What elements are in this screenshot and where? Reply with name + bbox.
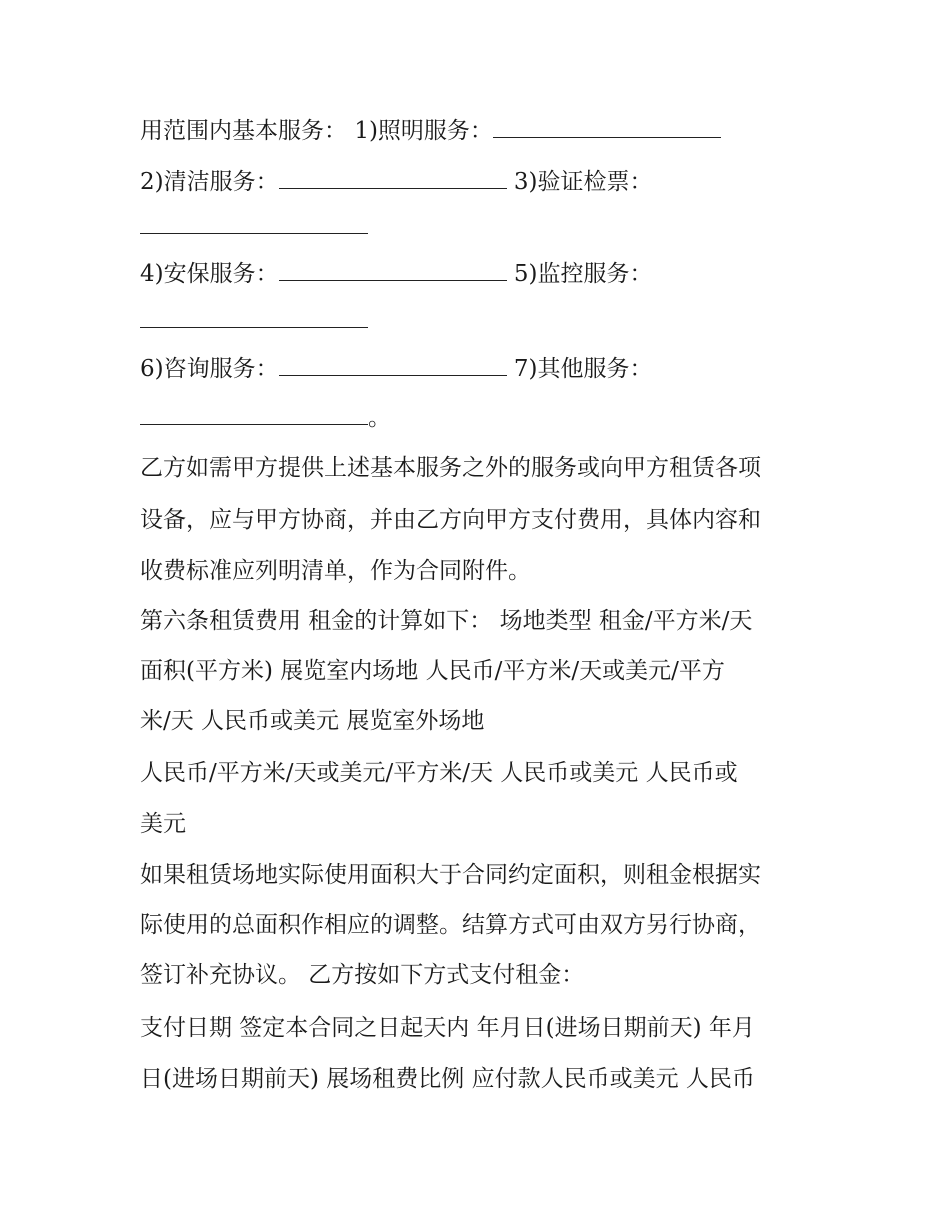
paragraph-1-line-3: 收费标准应列明清单，作为合同附件。 bbox=[140, 558, 531, 584]
services-line-3 bbox=[140, 212, 368, 242]
paragraph-4-line-1: 如果租赁场地实际使用面积大于合同约定面积，则租金根据实 bbox=[140, 862, 761, 888]
service-security-label: 4)安保服务： bbox=[140, 261, 279, 287]
paragraph-1-line-1: 乙方如需甲方提供上述基本服务之外的服务或向甲方租赁各项 bbox=[140, 455, 761, 481]
services-line-4 bbox=[140, 259, 653, 289]
paragraph-4-line-2: 际使用的总面积作相应的调整。结算方式可由双方另行协商， bbox=[140, 912, 761, 938]
services-intro: 用范围内基本服务： bbox=[140, 118, 347, 144]
service-security-blank bbox=[279, 260, 507, 281]
service-monitor-label: 5)监控服务： bbox=[513, 261, 653, 287]
service-lighting-blank bbox=[493, 117, 721, 138]
service-cleaning-label: 2)清洁服务： bbox=[140, 169, 279, 195]
services-end-mark: 。 bbox=[368, 405, 391, 431]
paragraph-1-line-2: 设备，应与甲方协商，并由乙方向甲方支付费用，具体内容和 bbox=[140, 507, 761, 533]
paragraph-4-line-3: 签订补充协议。 乙方按如下方式支付租金： bbox=[140, 962, 585, 988]
service-ticket-blank bbox=[140, 213, 368, 234]
service-consult-blank bbox=[279, 355, 507, 376]
paragraph-2-line-2: 面积(平方米) 展览室内场地 人民币/平方米/天或美元/平方 bbox=[140, 658, 725, 684]
services-line-1 bbox=[140, 116, 721, 146]
paragraph-2-line-1: 第六条租赁费用 租金的计算如下： 场地类型 租金/平方米/天 bbox=[140, 608, 753, 634]
services-line-5 bbox=[140, 306, 368, 336]
services-line-2 bbox=[140, 167, 653, 197]
service-monitor-blank bbox=[140, 307, 368, 328]
service-ticket-label: 3)验证检票： bbox=[513, 169, 653, 195]
paragraph-3-line-1: 人民币/平方米/天或美元/平方米/天 人民币或美元 人民币或 bbox=[140, 760, 738, 786]
paragraph-2-line-3: 米/天 人民币或美元 展览室外场地 bbox=[140, 708, 485, 734]
service-lighting-label: 1)照明服务： bbox=[354, 118, 493, 144]
service-other-blank bbox=[140, 404, 368, 425]
paragraph-3-line-2: 美元 bbox=[140, 811, 186, 837]
service-cleaning-blank bbox=[279, 168, 507, 189]
service-other-label: 7)其他服务： bbox=[513, 356, 653, 382]
service-consult-label: 6)咨询服务： bbox=[140, 356, 279, 382]
paragraph-5-line-1: 支付日期 签定本合同之日起天内 年月日(进场日期前天) 年月 bbox=[140, 1015, 755, 1041]
services-line-6 bbox=[140, 354, 653, 384]
paragraph-5-line-2: 日(进场日期前天) 展场租费比例 应付款人民币或美元 人民币 bbox=[140, 1066, 755, 1092]
services-line-7 bbox=[140, 403, 391, 433]
